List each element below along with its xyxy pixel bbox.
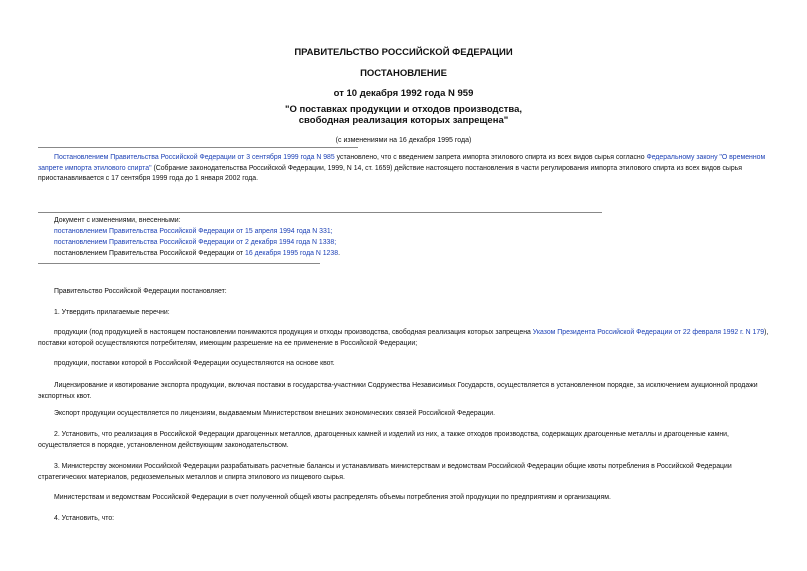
- change-item-3-suffix: .: [338, 250, 340, 257]
- body-paragraph: 2. Установить, что реализация в Российской Федерации драгоценных металлов, драгоценных камней и изделий из них, а также отходов производства, содержащих драгоценные металлы и драгоценные камни, осуществляется в порядке, установленном действующим законодательством.: [38, 431, 729, 449]
- body-paragraph: 1. Утвердить прилагаемые перечни:: [54, 309, 170, 316]
- notice-text: установлено, что с введением запрета импорта этилового спирта из всех видов сырья согласно: [334, 154, 647, 161]
- change-item-3-prefix: постановлением Правительства Российской Федерации от: [54, 250, 245, 257]
- change-link-2[interactable]: постановлением Правительства Российской Федерации от 2 декабря 1994 года N 1338;: [54, 239, 337, 246]
- body-text: продукции (под продукцией в настоящем постановлении понимаются продукция и отходы производства, свободная реализация которых запрещена: [54, 329, 533, 336]
- body-text-end: ), поставки которой осуществляются потребителям, имеющим разрешение на ее применение в Российской Федерации;: [38, 329, 769, 347]
- body-paragraph: Лицензирование и квотирование экспорта продукции, включая поставки в государства-участники Содружества Независимых Государств, осуществляется в установленном порядке, за исключением аукционной продажи экспортных квот.: [38, 382, 758, 400]
- body-paragraph: 3. Министерству экономики Российской Федерации разрабатывать расчетные балансы и устанавливать министерствам и ведомствам Российской Федерации общие квоты потребления в Российской Федерации стратегических материалов, редкоземельных металлов и спирта этилового из пищевого сырья.: [38, 463, 732, 481]
- link-presidential-decree-179[interactable]: Указом Президента Российской Федерации от 22 февраля 1992 г. N 179: [532, 329, 765, 336]
- change-link-3[interactable]: 16 декабря 1995 года N 1238: [245, 250, 339, 257]
- notice-link-federal-law[interactable]: Федеральному закону "О временном запрете импорта этилового спирта": [38, 154, 766, 172]
- notice-paragraph: [38, 153, 770, 185]
- document-title-line-1: "О поставках продукции и отходов производства,: [284, 104, 523, 115]
- change-item-3-row: [54, 249, 340, 259]
- divider: [38, 263, 320, 264]
- body-paragraph: Правительство Российской Федерации постановляет:: [54, 288, 227, 295]
- change-link-1[interactable]: постановлением Правительства Российской Федерации от 15 апреля 1994 года N 331;: [54, 228, 333, 235]
- changes-heading: Документ с изменениями, внесенными:: [54, 217, 181, 224]
- body-paragraph: продукции, поставки которой в Российской Федерации осуществляются на основе квот.: [54, 360, 335, 367]
- amendment-note: (с изменениями на 16 декабря 1995 года): [335, 137, 472, 144]
- notice-link-decree-985[interactable]: Постановлением Правительства Российской Федерации от 3 сентября 1999 года N 985: [54, 154, 335, 161]
- notice-text-end: (Собрание законодательства Российской Федерации, 1999, N 14, ст. 1659) действие настоящего постановления в части регулирования импорта этилового спирта из всех видов сырья приостанавливается с 17 сентября 1999 года до 1 января 2002 года.: [38, 164, 742, 182]
- body-paragraph: Министерствам и ведомствам Российской Федерации в счет полученной общей квоты распределять объемы потребления этой продукции по предприятиям и организациям.: [54, 494, 611, 501]
- document-date-number: от 10 декабря 1992 года N 959: [333, 88, 474, 99]
- divider: [38, 212, 602, 213]
- change-item-2-row: [54, 238, 336, 248]
- document-title-line-2: свободная реализация которых запрещена": [298, 115, 509, 126]
- body-paragraph: 4. Установить, что:: [54, 515, 115, 522]
- document-type: ПОСТАНОВЛЕНИЕ: [360, 68, 447, 79]
- government-heading: ПРАВИТЕЛЬСТВО РОССИЙСКОЙ ФЕДЕРАЦИИ: [294, 47, 513, 58]
- body-paragraph-with-link: [38, 328, 770, 349]
- body-paragraph: Экспорт продукции осуществляется по лицензиям, выдаваемым Министерством внешних экономических связей Российской Федерации.: [54, 410, 496, 417]
- divider: [38, 147, 358, 148]
- change-item-1-row: [54, 227, 333, 237]
